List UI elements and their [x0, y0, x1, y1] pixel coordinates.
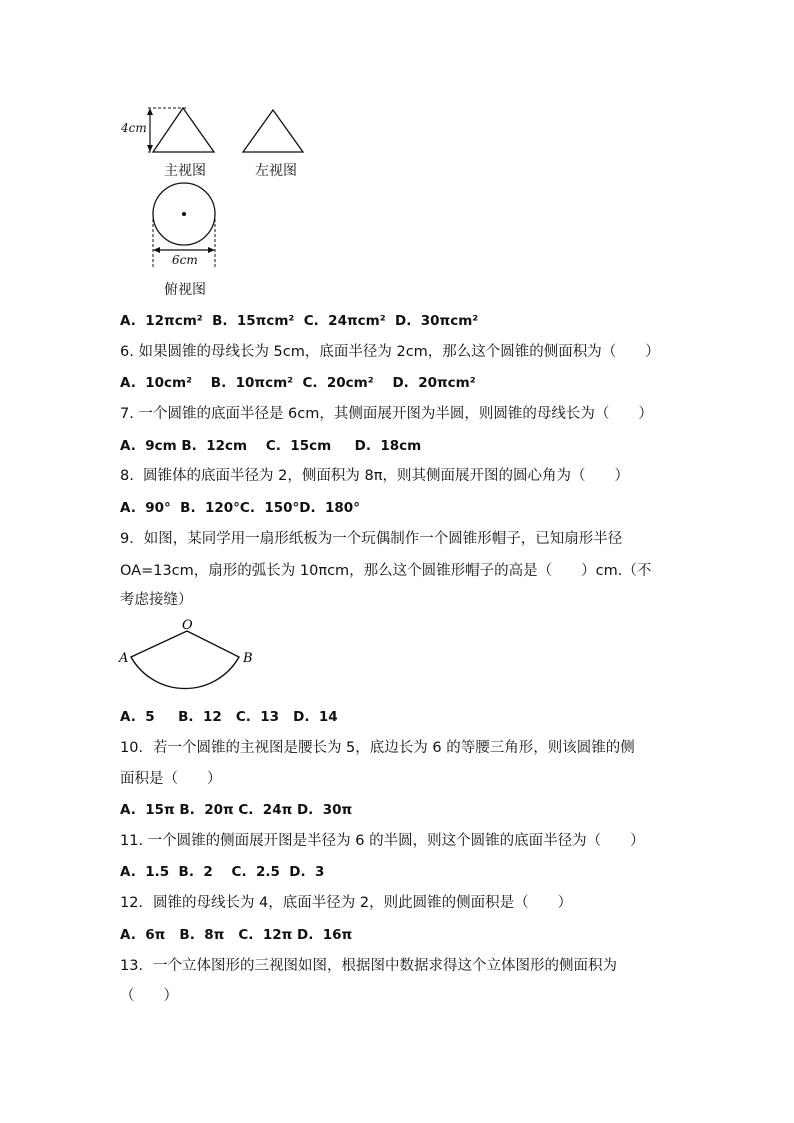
q10-options: A. 15π B. 20π C. 24π D. 30π — [120, 802, 353, 818]
arrow-right-icon — [208, 247, 215, 253]
q11-options: A. 1.5 B. 2 C. 2.5 D. 3 — [120, 864, 325, 880]
arrow-up-icon — [147, 108, 153, 115]
arrow-left-icon — [153, 247, 160, 253]
point-a-label: A — [119, 651, 129, 666]
diameter-label: 6cm — [172, 253, 198, 267]
arrow-down-icon — [147, 145, 153, 152]
q7-options: A. 9cm B. 12cm C. 15cm D. 18cm — [120, 438, 422, 454]
q5-options: A. 12πcm² B. 15πcm² C. 24πcm² D. 30πcm² — [120, 313, 479, 329]
left-view-triangle — [243, 110, 303, 152]
front-view-triangle — [153, 108, 214, 152]
q9-stem-line3: 考虑接缝） — [120, 592, 193, 608]
q6-options: A. 10cm² B. 10πcm² C. 20cm² D. 20πcm² — [120, 375, 476, 391]
sector-figure — [115, 615, 265, 700]
q10-stem-line1: 10．若一个圆锥的主视图是腰长为 5，底边长为 6 的等腰三角形，则该圆锥的侧 — [120, 740, 635, 756]
q12-options: A. 6π B. 8π C. 12π D. 16π — [120, 927, 353, 943]
q11-stem: 11. 一个圆锥的侧面展开图是半径为 6 的半圆，则这个圆锥的底面半径为（ ） — [120, 833, 645, 849]
q8-stem: 8. 圆锥体的底面半径为 2，侧面积为 8π，则其侧面展开图的圆心角为（ ） — [120, 468, 629, 484]
front-view-label: 主视图 — [164, 163, 206, 179]
q13-stem-line2: （ ） — [120, 988, 178, 1004]
top-view-label: 俯视图 — [164, 282, 206, 298]
q9-stem-line1: 9．如图，某同学用一扇形纸板为一个玩偶制作一个圆锥形帽子，已知扇形半径 — [120, 531, 623, 547]
center-point — [182, 212, 186, 216]
height-label: 4cm — [121, 121, 147, 135]
q9-stem-line2: OA=13cm，扇形的弧长为 10πcm，那么这个圆锥形帽子的高是（ ）cm.（不 — [120, 563, 652, 579]
q13-stem-line1: 13．一个立体图形的三视图如图，根据图中数据求得这个立体图形的侧面积为 — [120, 958, 617, 974]
point-b-label: B — [243, 651, 253, 666]
q9-options: A. 5 B. 12 C. 13 D. 14 — [120, 709, 338, 725]
point-o-label: O — [182, 618, 193, 633]
q10-stem-line2: 面积是（ ） — [120, 771, 222, 787]
q8-options: A. 90° B. 120°C. 150°D. 180° — [120, 500, 360, 516]
q7-stem: 7. 一个圆锥的底面半径是 6cm，其侧面展开图为半圆，则圆锥的母线长为（ ） — [120, 406, 653, 422]
sector-shape — [131, 631, 239, 689]
left-view-label: 左视图 — [255, 163, 297, 179]
q6-stem: 6. 如果圆锥的母线长为 5cm，底面半径为 2cm，那么这个圆锥的侧面积为（ ） — [120, 344, 660, 360]
q12-stem: 12．圆锥的母线长为 4，底面半径为 2，则此圆锥的侧面积是（ ） — [120, 895, 573, 911]
